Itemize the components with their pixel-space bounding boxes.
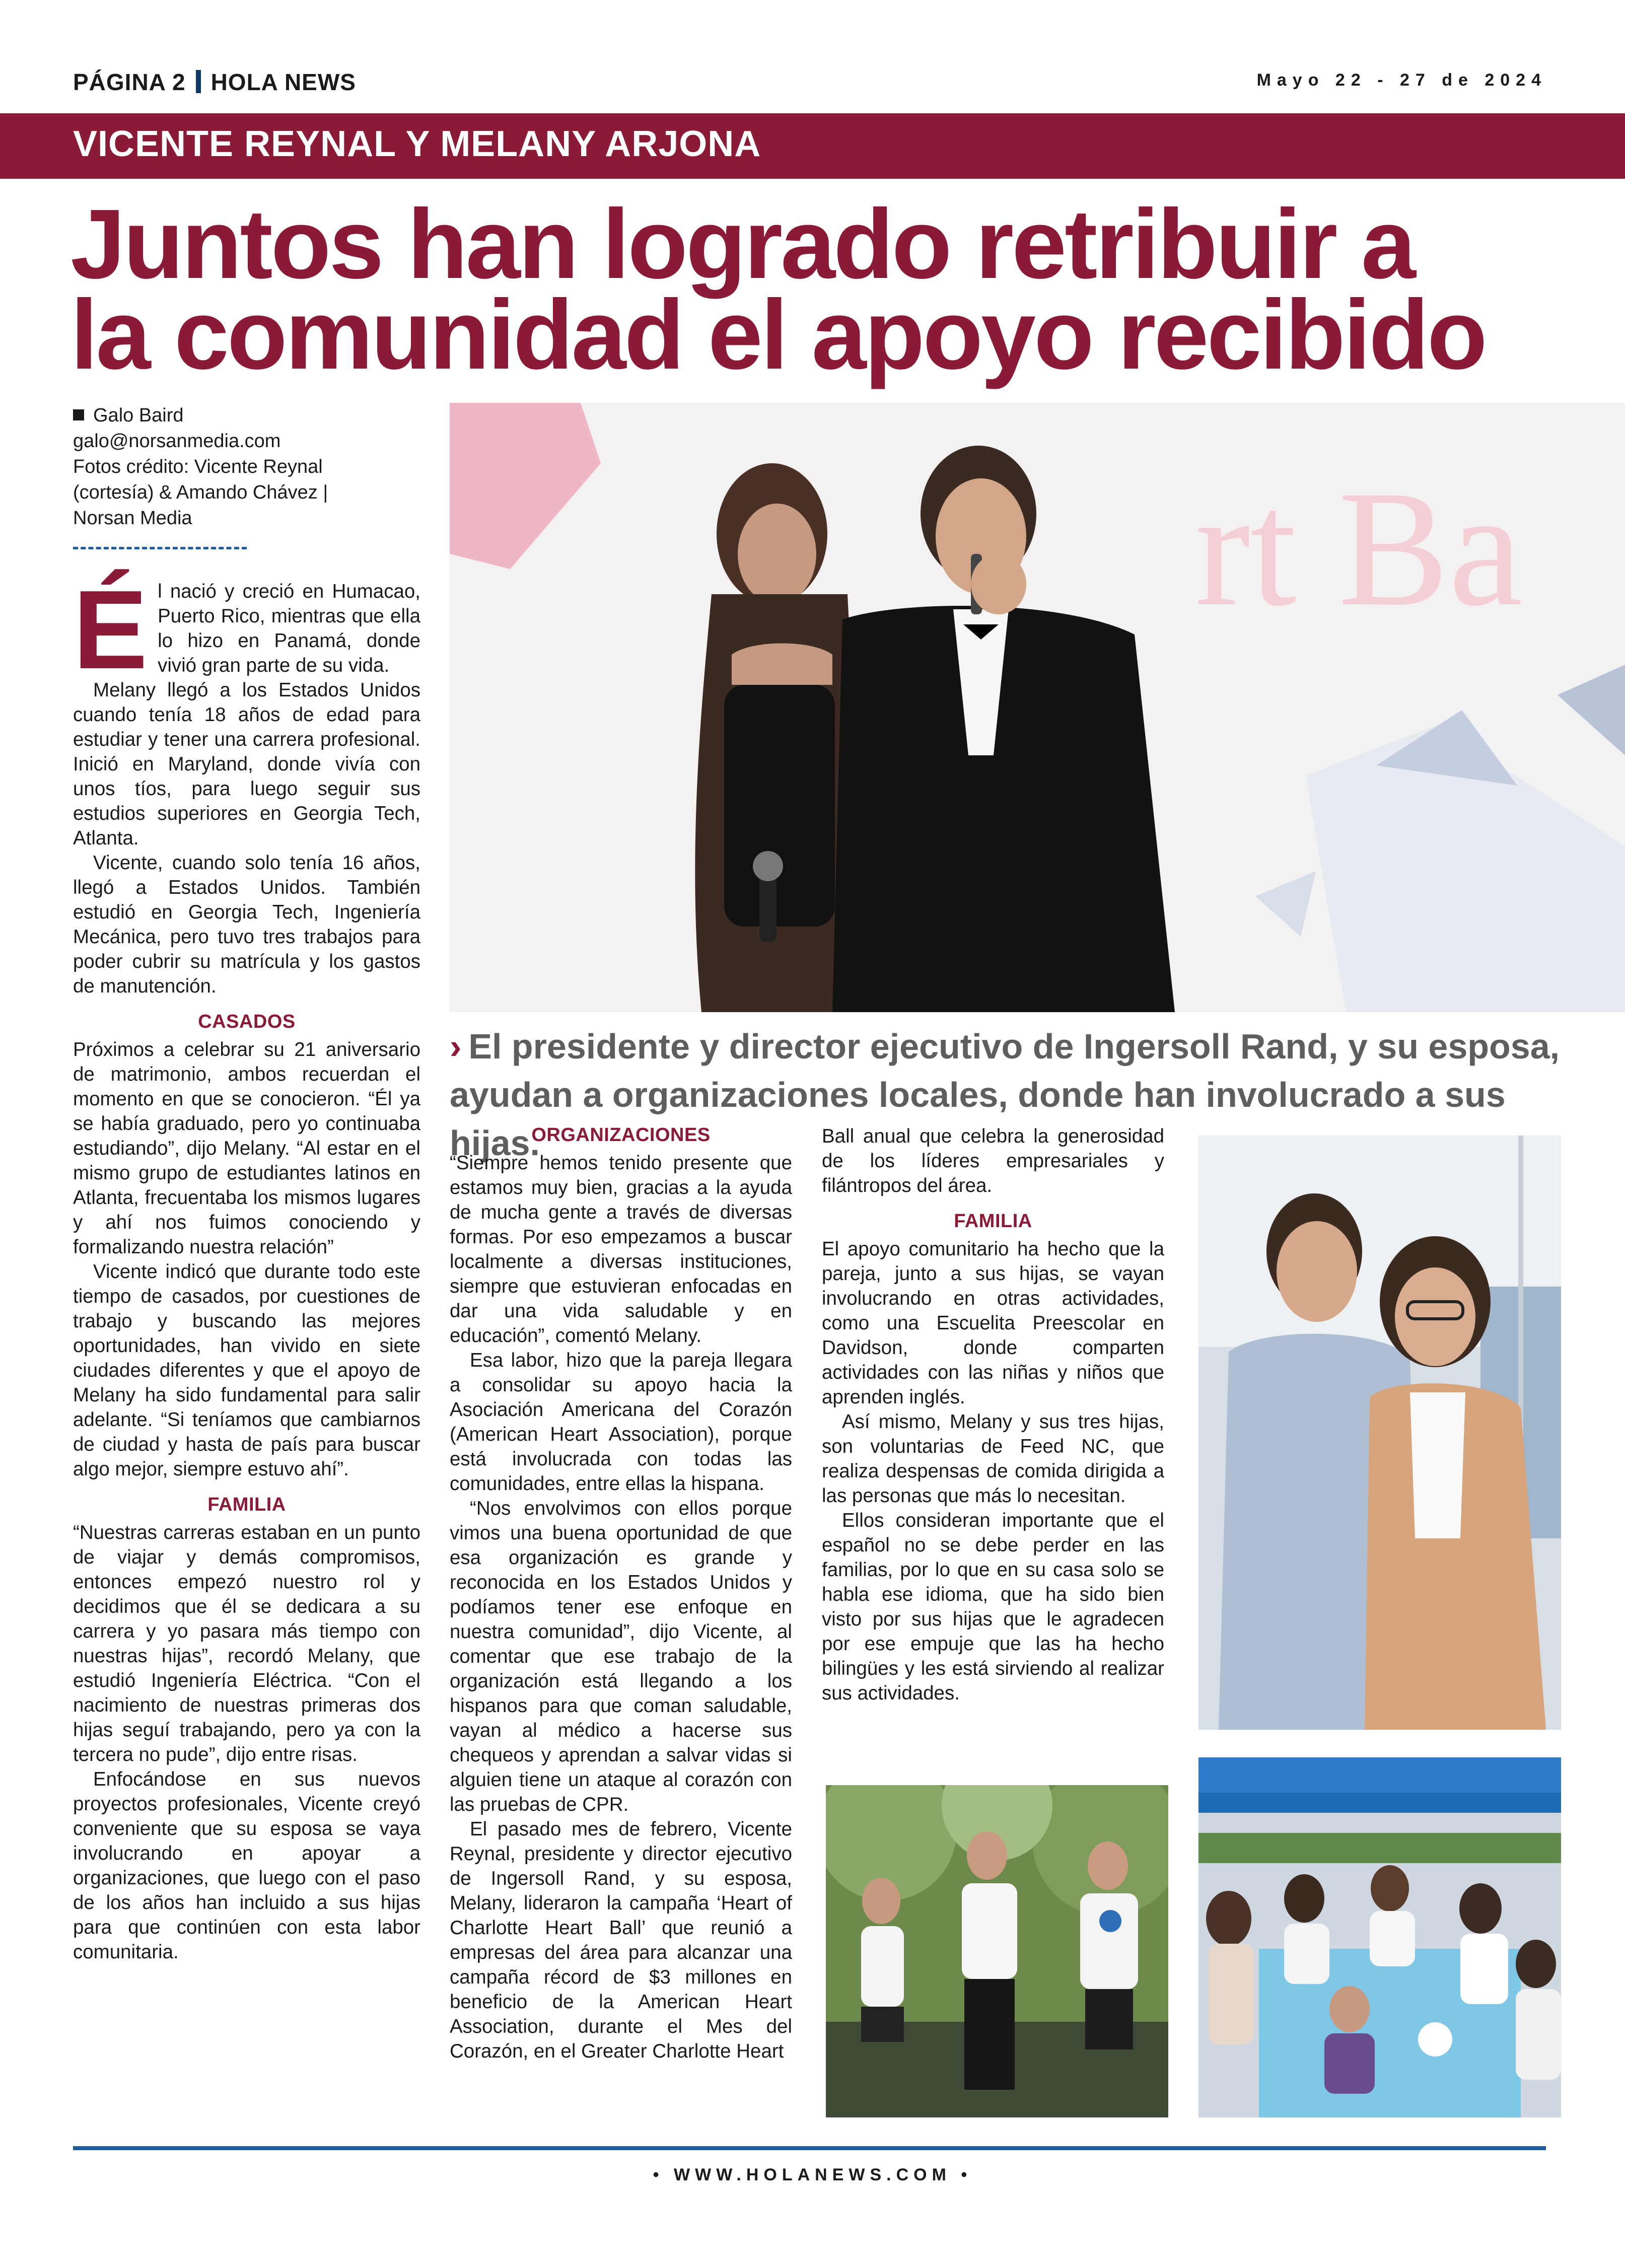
- subhead-casados: CASADOS: [198, 1011, 296, 1032]
- main-photo-illustration: [450, 403, 1625, 1012]
- couple-portrait-illustration: [1198, 1136, 1561, 1730]
- paragraph: Así mismo, Melany y sus tres hijas, son voluntarias de Feed NC, que realiza despensas de comida dirigida a las personas que más lo necesitan.: [822, 1411, 1164, 1507]
- main-photo-gala: [450, 403, 1625, 1012]
- byline: [73, 403, 360, 531]
- footer-rule: [73, 2146, 1546, 2150]
- svg-text:rt Ba: rt Ba: [1195, 457, 1523, 641]
- photo-credits: Fotos crédito: Vicente Reynal (cortesía) & Amando Chávez | Norsan Media: [73, 456, 328, 529]
- paragraph: Melany llegó a los Estados Unidos cuando tenía 18 años de edad para estudiar y tener una carrera profesional. Inició en Maryland, donde vivía con unos tíos, para luego seguir sus estudios superiores en Georgia Tech, Atlanta.: [73, 679, 420, 849]
- subhead-organizaciones: ORGANIZACIONES: [531, 1124, 711, 1146]
- paragraph: “Nuestras carreras estaban en un punto de viajar y demás compromisos, entonces empezó nuestro rol y decidimos que él se dedicara a su carrera y yo pasara más tiempo con nuestras hijas”, recordó Melany, que estudió Ingeniería Eléctrica. “Con el nacimiento de nuestras primeras dos hijas seguí trabajando, pero ya con la tercera no pude”, dijo entre risas.: [73, 1522, 420, 1765]
- lead-paragraph: Él nació y creció en Humacao, Puerto Rico, mientras que ella lo hizo en Panamá, donde vivió gran parte de su vida.: [73, 568, 420, 692]
- paragraph: Vicente indicó que durante todo este tiempo de casados, por cuestiones de trabajo y buscando las mejores oportunidades, han vivido en siete ciudades diferentes y que el apoyo de Melany ha sido fundamental para salir adelante. “Si teníamos que cambiarnos de ciudad y hasta de país para buscar algo mejor, siempre estuvo ahí”.: [73, 1261, 420, 1480]
- couple-portrait-photo: [1198, 1136, 1561, 1730]
- paragraph: El pasado mes de febrero, Vicente Reynal, presidente y director ejecutivo de Ingersoll Rand, y su esposa, Melany, lideraron la campaña ‘Heart of Charlotte Heart Ball’ que reunió a empresas del área para alcanzar una campaña récord de $3 millones en beneficio de la American Heart Association, durante el Mes del Corazón, en el Greater Charlotte Heart: [450, 1818, 792, 2062]
- header-separator: [196, 70, 201, 93]
- author-email[interactable]: galo@norsanmedia.com: [73, 431, 281, 452]
- drop-cap: É: [73, 568, 148, 692]
- paragraph: Vicente, cuando solo tenía 16 años, llegó a Estados Unidos. También estudió en Georgia Tech, Ingeniería Mecánica, pero tuvo tres trabajos para poder cubrir su matrícula y los gastos de manutención.: [73, 852, 420, 997]
- paragraph: El apoyo comunitario ha hecho que la pareja, junto a sus hijas, se vayan involucrando en otras actividades, como una Escuelita Preescolar en Davidson, donde comparten actividades con las niñas y niños que aprenden inglés.: [822, 1238, 1164, 1408]
- article-column-3: [822, 1124, 1164, 1706]
- volunteer-tent-photo: [1198, 1757, 1561, 2117]
- volunteer-tent-illustration: [1198, 1757, 1561, 2117]
- headline-line-2: la comunidad el apoyo recibido: [70, 279, 1486, 390]
- photo-caption: › El presidente y director ejecutivo de Ingersoll Rand, y su esposa, ayudan a organizaciones locales, donde han involucrado a sus hijas.: [450, 1027, 1560, 1163]
- issue-date: Mayo 22 - 27 de 2024: [1256, 70, 1547, 90]
- community-event-illustration: [826, 1785, 1168, 2117]
- paragraph: Esa labor, hizo que la pareja llegara a consolidar su apoyo hacia la Asociación Americana del Corazón (American Heart Association), porque está involucrada con todas las comunidades, entre ellas la hispana.: [450, 1350, 792, 1495]
- headline-line-1: Juntos han logrado retribuir a: [70, 189, 1414, 299]
- footer-url[interactable]: • WWW.HOLANEWS.COM •: [653, 2165, 972, 2184]
- page-label: PÁGINA 2 HOLA NEWS: [73, 69, 356, 95]
- subhead-familia-2: FAMILIA: [954, 1211, 1032, 1232]
- paragraph: “Nos envolvimos con ellos porque vimos una buena oportunidad de que esa organización es grande y reconocida en los Estados Unidos y podíamos tener ese enfoque en nuestra comunidad”, dijo Vicente, al comentar que ese trabajo de la organización está llegando a los hispanos para que coman saludable, vayan al médico a hacerse sus chequeos y aprendan a salvar vidas si alguien tiene un ataque al corazón con las pruebas de CPR.: [450, 1498, 792, 1815]
- subhead-familia: FAMILIA: [207, 1494, 286, 1515]
- publication-name: HOLA NEWS: [210, 69, 356, 95]
- paragraph: Enfocándose en sus nuevos proyectos profesionales, Vicente creyó conveniente que su esposa se vaya involucrando en apoyar a organizaciones, que luego con el paso de los años han incluido a sus hijas para que continúen con esta labor comunitaria.: [73, 1768, 420, 1963]
- paragraph: Ellos consideran importante que el español no se debe perder en las familias, por lo que en su casa solo se habla ese idioma, que ha sido bien visto por sus hijas que le agradecen por ese empuje que las ha hecho bilingües y les está sirviendo al realizar sus actividades.: [822, 1510, 1164, 1704]
- headline: [70, 189, 1561, 390]
- community-event-photo: [826, 1785, 1168, 2117]
- byline-bullet-icon: [73, 409, 84, 420]
- section-title: VICENTE REYNAL Y MELANY ARJONA: [73, 124, 761, 164]
- byline-divider: [73, 547, 247, 549]
- paragraph: Ball anual que celebra la generosidad de los líderes empresariales y filántropos del área.: [822, 1125, 1164, 1196]
- paragraph: Próximos a celebrar su 21 aniversario de matrimonio, ambos recuerdan el momento en que se conocieron. “Él ya se había graduado, pero yo continuaba estudiando”, dijo Melany. “Al estar en el mismo grupo de estudiantes latinos en Atlanta, frecuentaba los mismos lugares y ahí nos fuimos conociendo y formalizando nuestra relación”: [73, 1039, 420, 1258]
- article-column-2: [450, 1123, 792, 2064]
- caption-arrow-icon: ›: [450, 1027, 462, 1066]
- article-column-1: [73, 568, 420, 1964]
- paragraph: “Siempre hemos tenido presente que estamos muy bien, gracias a la ayuda de mucha gente a través de diversas formas. Por eso empezamos a buscar localmente a diversas instituciones, siempre que estuvieran enfocadas en dar una vida saludable y en educación”, comentó Melany.: [450, 1152, 792, 1346]
- author-name: Galo Baird: [93, 405, 184, 426]
